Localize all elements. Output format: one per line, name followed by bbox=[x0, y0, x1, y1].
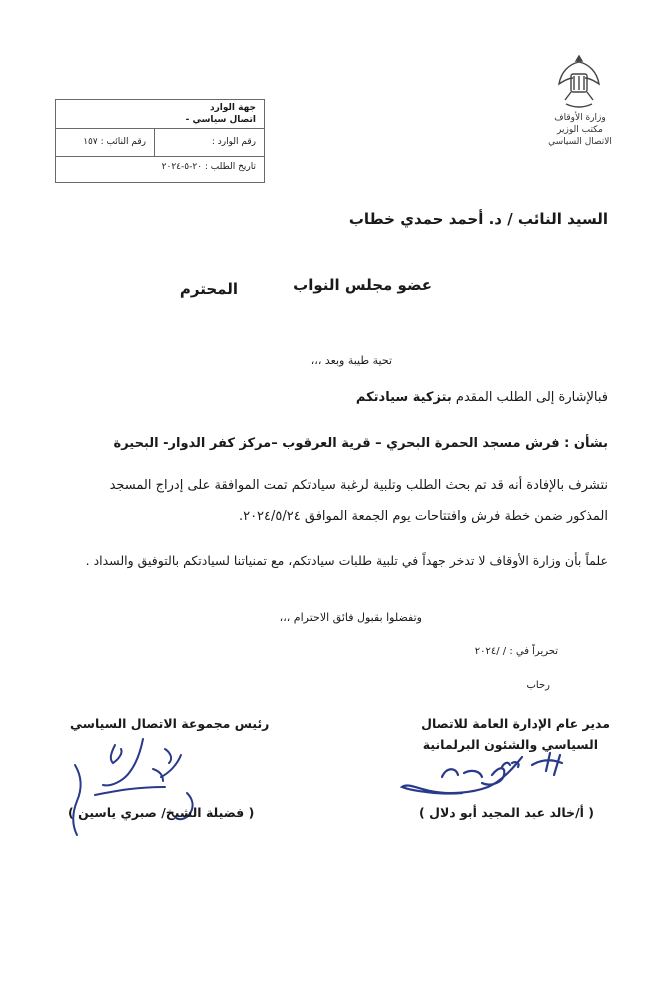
left-signatory-title: رئيس مجموعة الاتصال السياسي bbox=[70, 716, 270, 731]
ministry-line-3: الاتصال السياسي bbox=[548, 137, 612, 147]
closing: وتفضلوا بقبول فائق الاحترام ،،، bbox=[279, 611, 422, 624]
subject-line: بشأن : فرش مسجد الحمرة البحري – قرية العرقوب –مركز كفر الدوار- البحيرة bbox=[113, 436, 608, 451]
initials: رحاب bbox=[526, 680, 550, 691]
eagle-emblem-icon bbox=[556, 50, 602, 112]
addressee-honorific: المحترم bbox=[179, 280, 238, 298]
paragraph-2: علماً بأن وزارة الأوقاف لا تدخر جهداً في تلبية طلبات سيادتكم، مع تمنياتنا لسيادتكم بالتوفيق والسداد . bbox=[85, 553, 608, 568]
right-signatory-name: ( أ/خالد عبد المجيد أبو دلال ) bbox=[419, 805, 594, 820]
date-line: تحريراً في : / /٢٠٢٤ bbox=[474, 646, 558, 657]
incoming-no-label: رقم الوارد : bbox=[211, 137, 256, 147]
reference-text: فبالإشارة إلى الطلب المقدم bbox=[455, 390, 608, 405]
incoming-box-subtitle: اتصال سياسي - bbox=[185, 115, 256, 125]
right-signatory-title-1: مدير عام الإدارة العامة للاتصال bbox=[421, 716, 610, 731]
reference-bold: بتزكية سيادتكم bbox=[355, 390, 452, 405]
incoming-box-numbers-row bbox=[56, 128, 264, 157]
incoming-box-title: جهة الوارد bbox=[209, 103, 256, 113]
ministry-header bbox=[540, 112, 620, 148]
incoming-box-divider bbox=[154, 128, 155, 156]
right-signatory-title-2: السياسي والشئون البرلمانية bbox=[422, 737, 598, 752]
paragraph-1-line-1: نتشرف بالإفادة أنه قد تم بحث الطلب وتلبية لرغبة سيادتكم تمت الموافقة على إدراج المسجد bbox=[109, 478, 608, 493]
ministry-line-1: وزارة الأوقاف bbox=[554, 113, 606, 123]
left-handwritten-signature-icon bbox=[55, 735, 205, 845]
request-date: تاريخ الطلب : ٢٠-٥-٢٠٢٤ bbox=[161, 162, 256, 172]
ministry-line-2: مكتب الوزير bbox=[557, 125, 603, 135]
reference-line bbox=[356, 390, 608, 405]
left-signatory-name: ( فضيلة الشيخ/ صبري ياسين ) bbox=[68, 805, 255, 820]
greeting: تحية طيبة وبعد ،،، bbox=[310, 354, 392, 367]
addressee-title: عضو مجلس النواب bbox=[293, 276, 432, 294]
right-handwritten-signature-icon bbox=[372, 745, 572, 805]
request-no-label: رقم النائب : ١٥٧ bbox=[83, 137, 146, 147]
addressee-line: السيد النائب / د. أحمد حمدي خطاب bbox=[348, 210, 608, 228]
incoming-box-header bbox=[56, 100, 264, 129]
incoming-box bbox=[55, 99, 265, 183]
paragraph-1-line-2: المذكور ضمن خطة فرش وافتتاحات يوم الجمعة الموافق ٢٠٢٤/٥/٢٤. bbox=[238, 509, 608, 524]
